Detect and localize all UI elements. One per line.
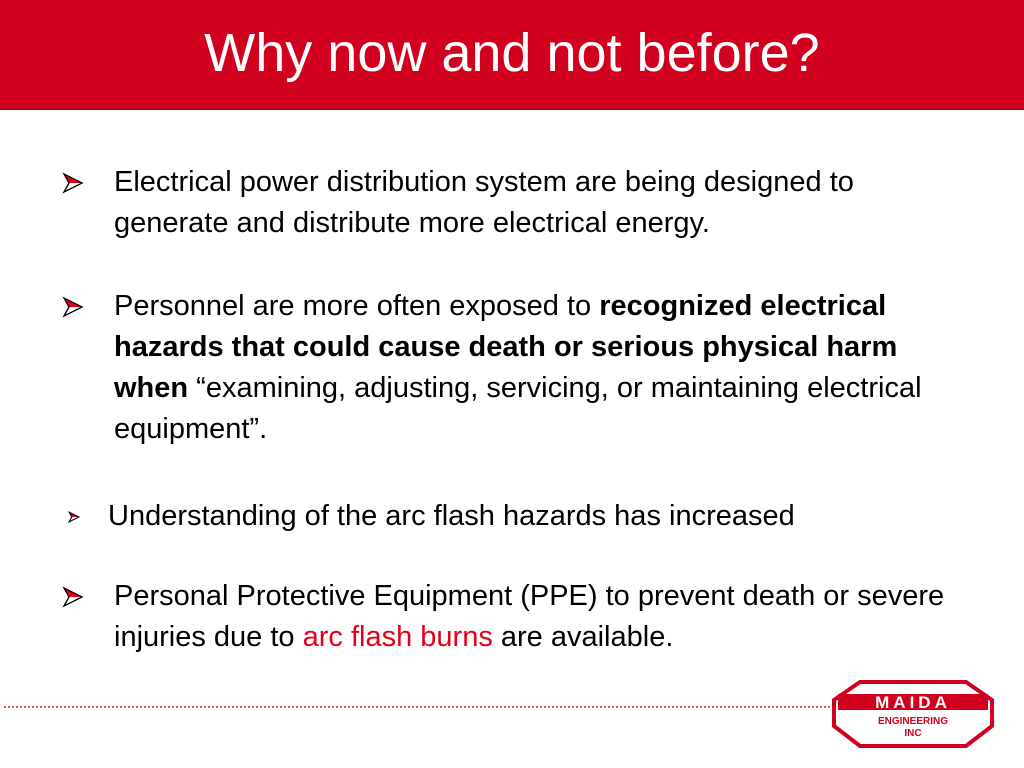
bullet-red-text: arc flash burns	[302, 621, 493, 653]
bullet-text-part: Personnel are more often exposed to	[114, 290, 600, 322]
arrowhead-bullet-icon	[62, 586, 84, 608]
arrowhead-bullet-icon	[68, 511, 80, 523]
arrowhead-bullet-icon	[62, 172, 84, 194]
bullet-bold-text: recognized electrical hazards that could cause death or serious physical harm when	[114, 290, 898, 404]
bullet-text: Electrical power distribution system are being designed to generate and distribute more electrical energy.	[114, 166, 854, 239]
bullet-text-part: “examining, adjusting, servicing, or maintaining electrical equipment”.	[114, 372, 922, 445]
logo-brand: MAIDA	[875, 693, 951, 712]
slide-title: Why now and not before?	[204, 23, 820, 83]
bullet-text: Understanding of the arc flash hazards has increased	[108, 500, 795, 532]
bullet-text-part: are available.	[492, 621, 674, 653]
arrowhead-bullet-icon	[62, 296, 84, 318]
bullet-text-part: Personal Protective Equipment (PPE) to prevent death or severe injuries due to	[114, 580, 945, 653]
footer-divider	[4, 706, 834, 708]
logo-line2: INC	[904, 728, 922, 739]
maida-logo	[830, 678, 996, 750]
logo-line1: ENGINEERING	[877, 716, 949, 727]
bullet-text	[114, 286, 964, 450]
bullet-text	[114, 576, 964, 658]
